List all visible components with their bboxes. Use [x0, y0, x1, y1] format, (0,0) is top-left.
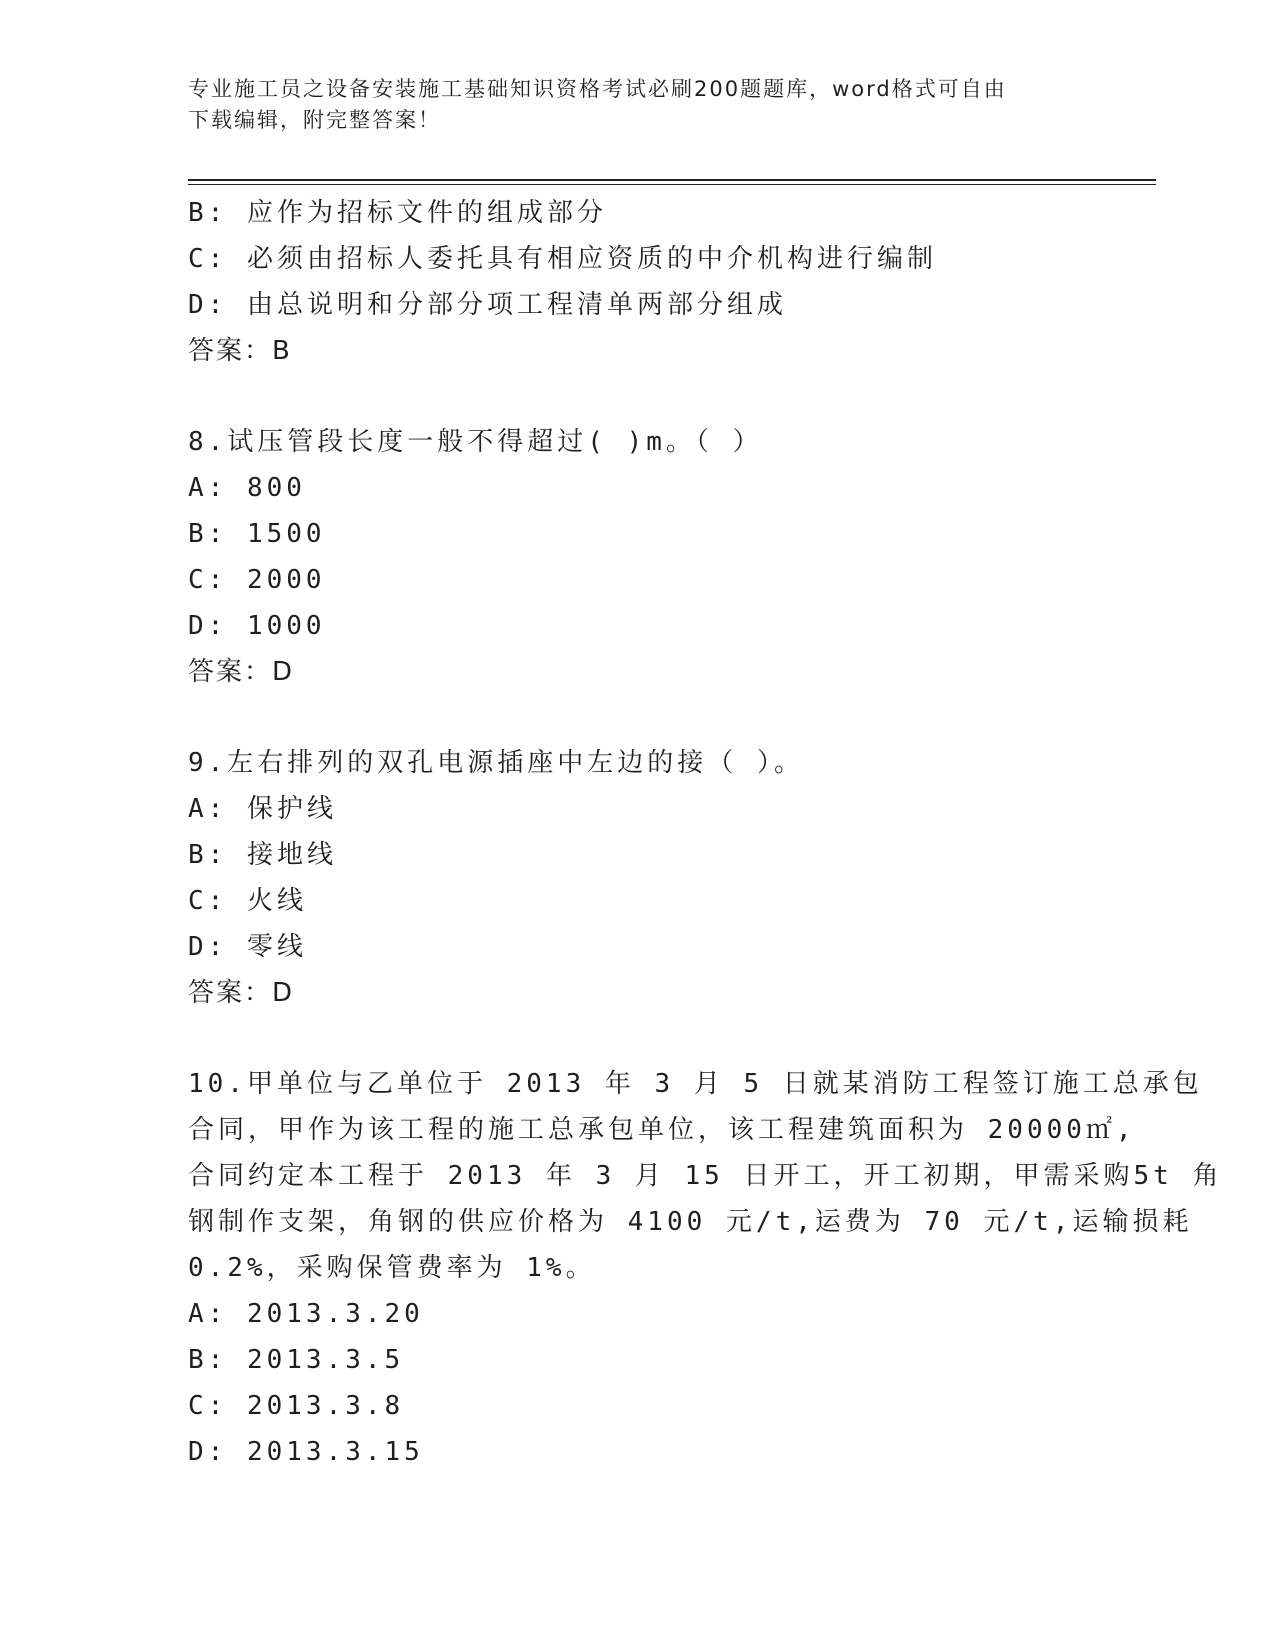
option-a: A: 保护线 — [188, 794, 337, 824]
option-c: C: 2000 — [188, 565, 326, 595]
question-stem: 8.试压管段长度一般不得超过( )m。（ ） — [188, 427, 763, 457]
question-9 — [188, 740, 1088, 1016]
question-stem-line: 合同，甲作为该工程的施工总承包单位，该工程建筑面积为 20000㎡, — [188, 1115, 1136, 1145]
option-b: B: 应作为招标文件的组成部分 — [188, 198, 607, 228]
option-d: D: 2013.3.15 — [188, 1437, 424, 1467]
option-c: C: 必须由招标人委托具有相应资质的中介机构进行编制 — [188, 244, 937, 274]
question-stem: 9.左右排列的双孔电源插座中左边的接（ ）。 — [188, 748, 804, 778]
option-d: D: 零线 — [188, 932, 307, 962]
option-a: A: 800 — [188, 473, 306, 503]
question-8 — [188, 419, 1088, 695]
question-content — [188, 190, 1223, 1475]
question-stem-line: 10.甲单位与乙单位于 2013 年 3 月 5 日就某消防工程签订施工总承包 — [188, 1069, 1203, 1099]
option-b: B: 1500 — [188, 519, 326, 549]
document-header — [188, 74, 1088, 136]
option-a: A: 2013.3.20 — [188, 1299, 424, 1329]
header-divider — [188, 179, 1156, 181]
answer: 答案：D — [188, 978, 295, 1008]
header-line-1: 专业施工员之设备安装施工基础知识资格考试必刷200题题库，word格式可自由 — [188, 77, 1007, 101]
option-d: D: 由总说明和分部分项工程清单两部分组成 — [188, 290, 787, 320]
question-stem-line: 钢制作支架，角钢的供应价格为 4100 元/t,运费为 70 元/t,运输损耗 — [188, 1207, 1193, 1237]
header-line-2: 下载编辑，附完整答案！ — [188, 108, 441, 132]
question-stem-line: 合同约定本工程于 2013 年 3 月 15 日开工，开工初期，甲需采购5t 角 — [188, 1161, 1223, 1191]
option-c: C: 火线 — [188, 886, 307, 916]
answer: 答案：B — [188, 336, 292, 366]
header-divider-thin — [188, 184, 1156, 185]
question-stem-line: 0.2%，采购保管费率为 1%。 — [188, 1253, 596, 1283]
question-10 — [188, 1061, 1223, 1475]
option-b: B: 2013.3.5 — [188, 1345, 405, 1375]
option-d: D: 1000 — [188, 611, 326, 641]
option-c: C: 2013.3.8 — [188, 1391, 405, 1421]
option-b: B: 接地线 — [188, 840, 337, 870]
question-7 — [188, 190, 1088, 374]
answer: 答案：D — [188, 657, 295, 687]
